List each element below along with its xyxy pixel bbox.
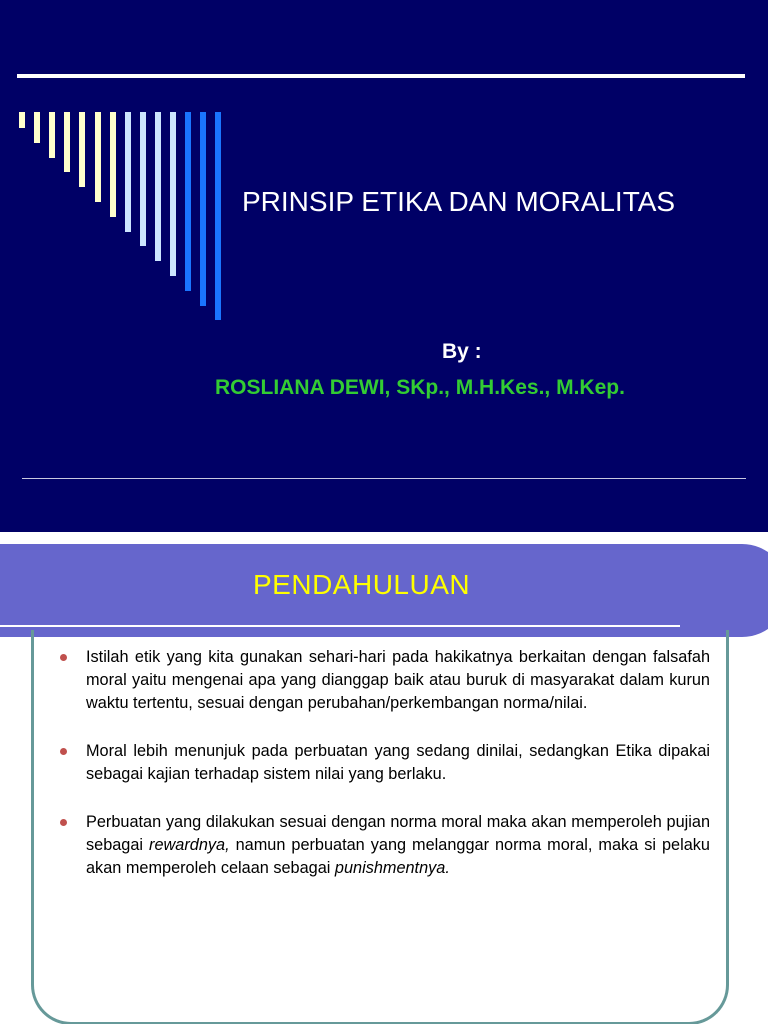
bullet-text	[86, 813, 710, 877]
decorative-bar	[64, 112, 70, 172]
list-item	[58, 811, 710, 880]
decorative-bar	[185, 112, 191, 291]
decorative-bar	[79, 112, 85, 187]
bullet-text: Moral lebih menunjuk pada perbuatan yang sedang dinilai, sedangkan Etika dipakai sebagai kajian terhadap sistem nilai yang berlaku.	[86, 742, 710, 783]
bullet-icon	[60, 748, 67, 755]
bottom-divider	[22, 478, 746, 479]
bullet-icon	[60, 819, 67, 826]
bullet-list	[58, 646, 710, 905]
slide-title: PRINSIP ETIKA DAN MORALITAS	[242, 186, 676, 217]
decorative-bar	[110, 112, 116, 217]
decorative-bar	[155, 112, 161, 261]
section-heading: PENDAHULUAN	[253, 569, 471, 600]
decorative-bar	[215, 112, 221, 320]
decorative-bar	[125, 112, 131, 232]
bullet-icon	[60, 654, 67, 661]
decorative-bar	[19, 112, 25, 128]
content-slide	[0, 532, 768, 1024]
list-item	[58, 646, 710, 715]
bullet-text: Istilah etik yang kita gunakan sehari-hari pada hakikatnya berkaitan dengan falsafah moral yaitu mengenai apa yang dianggap baik atau buruk di masyarakat dalam kurun waktu tertentu, sesuai dengan perubahan/perkembangan norma/nilai.	[86, 648, 710, 712]
decorative-bar	[34, 112, 40, 143]
by-label: By :	[442, 340, 482, 363]
list-item	[58, 740, 710, 786]
decorative-bar	[140, 112, 146, 246]
bullet-text-part: Perbuatan yang dilakukan sesuai dengan norma moral maka akan memperoleh pujian sebagai	[86, 813, 710, 854]
bullet-text-part: namun perbuatan yang melanggar norma moral, maka si pelaku akan memperoleh celaan sebagai	[86, 836, 710, 877]
decorative-bar	[49, 112, 55, 158]
banner-underline	[0, 625, 680, 627]
bullet-text-italic: rewardnya,	[149, 836, 230, 854]
decorative-bar	[170, 112, 176, 276]
author-name: ROSLIANA DEWI, SKp., M.H.Kes., M.Kep.	[215, 376, 625, 399]
bullet-text-italic: punishmentnya.	[334, 859, 450, 877]
top-divider	[17, 74, 745, 78]
decorative-bar	[95, 112, 101, 202]
decorative-bar	[200, 112, 206, 306]
